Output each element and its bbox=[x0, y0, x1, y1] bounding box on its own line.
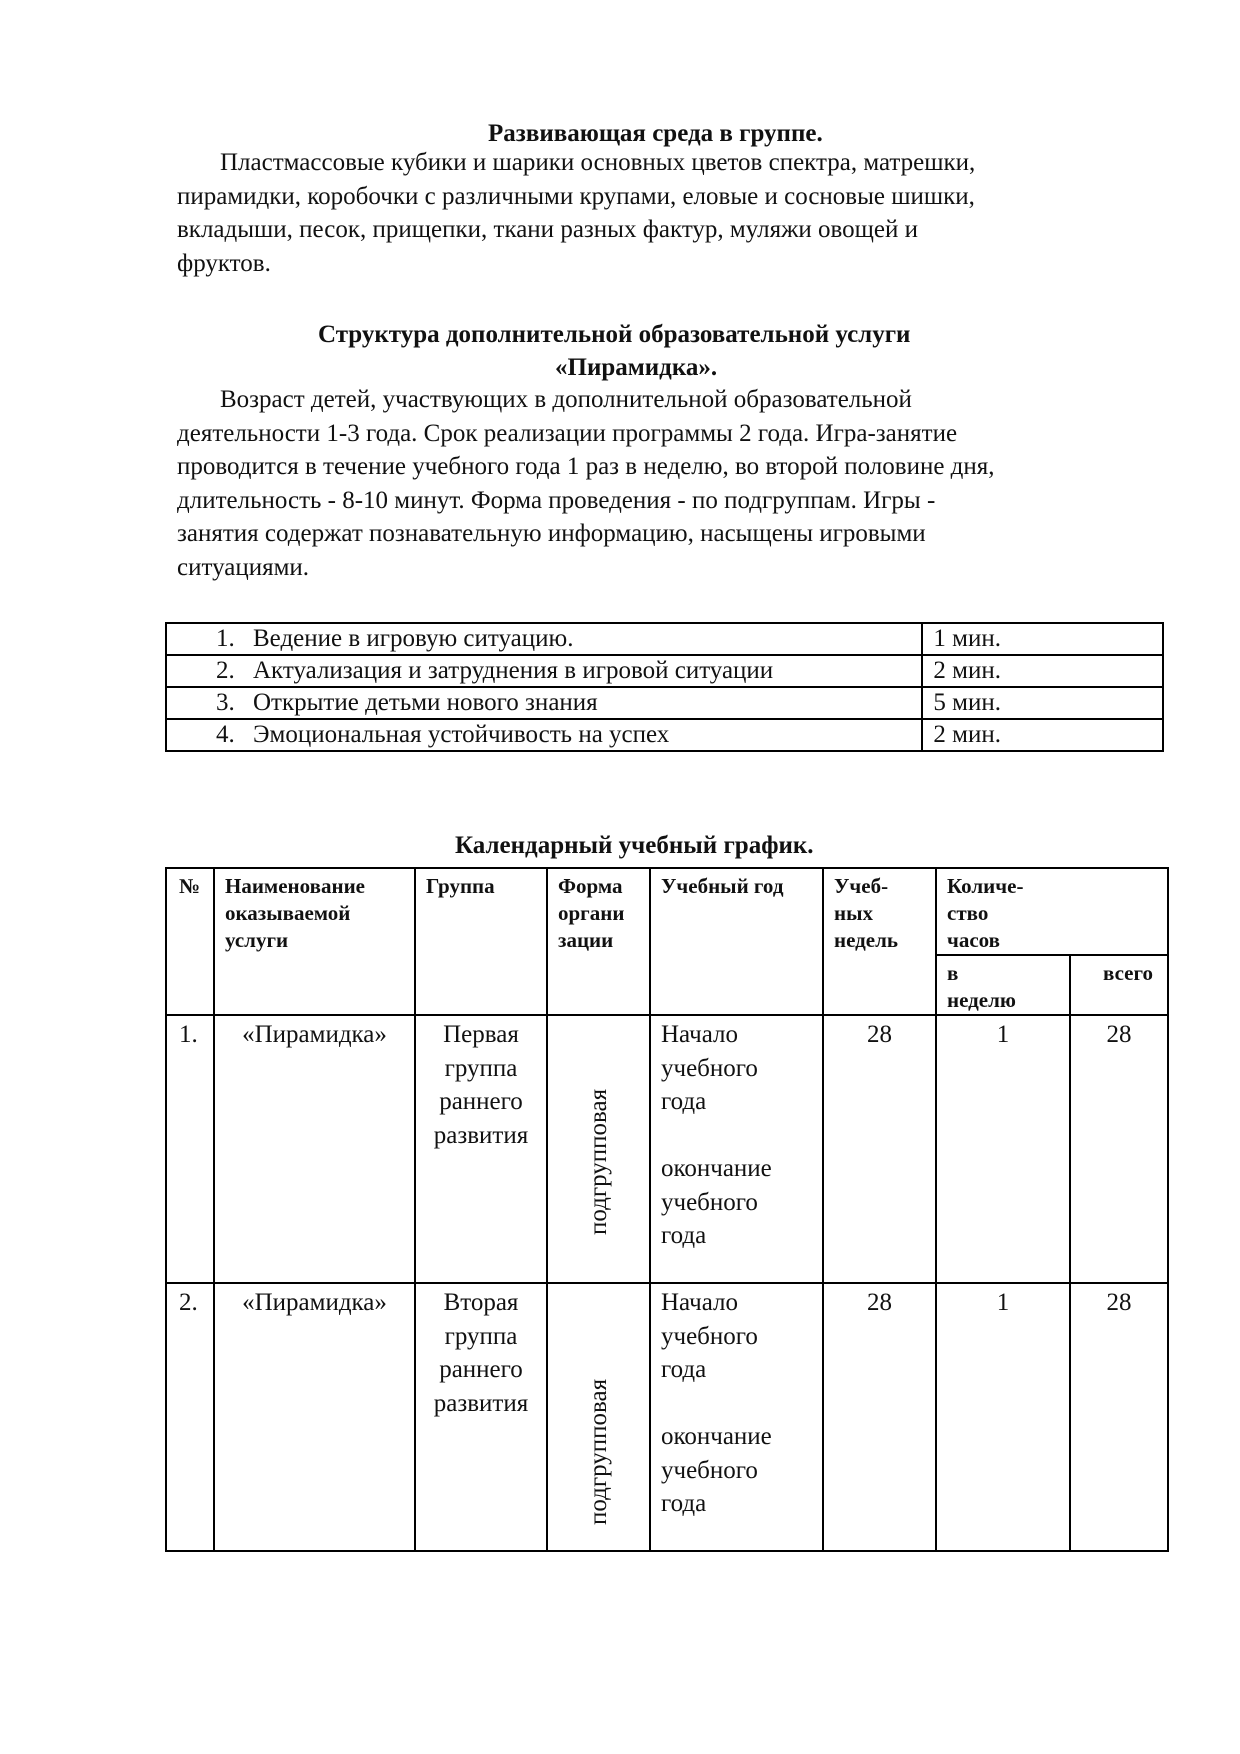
header-text: Количе- bbox=[947, 874, 1024, 898]
cell-text: Начало bbox=[661, 1021, 739, 1048]
paragraph-environment bbox=[177, 146, 1167, 280]
paragraph-structure bbox=[177, 383, 1167, 584]
hours-total bbox=[1070, 1015, 1168, 1283]
table-row bbox=[166, 719, 1163, 751]
cell-text: раннего bbox=[439, 1356, 523, 1383]
header-total: всего bbox=[1070, 955, 1168, 1015]
cell-text: 28 bbox=[1106, 1021, 1132, 1048]
cell-text: учебного bbox=[661, 1188, 758, 1216]
hours-total bbox=[1070, 1283, 1168, 1551]
cell-text: Вторая bbox=[443, 1289, 519, 1316]
header-hours bbox=[936, 868, 1168, 955]
cell-text: 28 bbox=[867, 1289, 892, 1316]
text-line: пирамидки, коробочки с различными крупами, еловые и сосновые шишки, bbox=[177, 182, 975, 210]
cell-text: года bbox=[661, 1356, 707, 1383]
cell-text: 1 bbox=[996, 1021, 1010, 1048]
header-group: Группа bbox=[415, 868, 547, 1015]
header-service bbox=[214, 868, 415, 1015]
step-number: 3. bbox=[216, 689, 235, 716]
text-line: ситуациями. bbox=[177, 553, 310, 581]
hours-per-week bbox=[936, 1283, 1070, 1551]
text-line: деятельности 1-3 года. Срок реализации программы 2 года. Игра-занятие bbox=[177, 419, 958, 447]
step-text: Эмоциональная устойчивость на успех bbox=[253, 721, 670, 748]
academic-year bbox=[650, 1015, 823, 1283]
step-number: 1. bbox=[216, 625, 235, 652]
duration-cell: 1 мин. bbox=[922, 623, 1163, 655]
service-name bbox=[214, 1283, 415, 1551]
header-text: неделю bbox=[947, 988, 1016, 1012]
cell-text: 28 bbox=[867, 1021, 892, 1048]
text-line: проводится в течение учебного года 1 раз в неделю, во второй половине дня, bbox=[177, 453, 995, 480]
cell-text: учебного bbox=[661, 1322, 758, 1350]
table-row bbox=[166, 687, 1163, 719]
cell-text: года bbox=[661, 1222, 707, 1249]
duration-cell: 5 мин. bbox=[922, 687, 1163, 719]
row-number bbox=[166, 1283, 214, 1551]
cell-text: группа bbox=[444, 1322, 518, 1350]
step-text: Ведение в игровую ситуацию. bbox=[253, 625, 574, 652]
text-line: фруктов. bbox=[177, 249, 271, 277]
text-line: Пластмассовые кубики и шарики основных цветов спектра, матрешки, bbox=[220, 149, 976, 176]
lesson-structure-table bbox=[165, 622, 1164, 752]
rotated-text: подгрупповая bbox=[584, 1088, 612, 1235]
text-line: вкладыши, песок, прищепки, ткани разных фактур, муляжи овощей и bbox=[177, 216, 919, 243]
group-name bbox=[415, 1283, 547, 1551]
header-text: Учеб- bbox=[834, 874, 889, 898]
cell-text: года bbox=[661, 1088, 707, 1115]
cell-text: раннего bbox=[439, 1088, 523, 1115]
header-form bbox=[547, 868, 650, 1015]
academic-year bbox=[650, 1283, 823, 1551]
step-cell bbox=[166, 687, 922, 719]
duration-cell: 2 мин. bbox=[922, 655, 1163, 687]
header-text: ных bbox=[834, 901, 873, 925]
cell-text: «Пирамидка» bbox=[242, 1289, 387, 1316]
header-text: недель bbox=[834, 928, 898, 952]
table-row bbox=[166, 655, 1163, 687]
text-line: занятия содержат познавательную информацию, насыщены игровыми bbox=[177, 520, 926, 547]
cell-text: года bbox=[661, 1490, 707, 1517]
step-text: Актуализация и затруднения в игровой ситуации bbox=[253, 657, 774, 684]
organization-form bbox=[547, 1283, 650, 1551]
header-per-week bbox=[936, 955, 1070, 1015]
duration-cell: 2 мин. bbox=[922, 719, 1163, 751]
section-title-environment: Развивающая среда в группе. bbox=[488, 120, 823, 147]
header-academic-year: Учебный год bbox=[650, 868, 823, 1015]
header-text: Наименование bbox=[225, 874, 365, 898]
cell-text: развития bbox=[433, 1389, 529, 1417]
cell-text: 1. bbox=[179, 1021, 198, 1048]
cell-text: Начало bbox=[661, 1289, 739, 1316]
step-cell bbox=[166, 719, 922, 751]
step-cell bbox=[166, 623, 922, 655]
weeks-count bbox=[823, 1283, 936, 1551]
section-title-structure: Структура дополнительной образовательной услуги bbox=[318, 321, 911, 348]
text-line: Возраст детей, участвующих в дополнительной образовательной bbox=[220, 386, 912, 413]
step-text: Открытие детьми нового знания bbox=[253, 689, 598, 716]
header-text: оказываемой bbox=[225, 901, 351, 925]
cell-text: 2. bbox=[179, 1289, 198, 1316]
header-weeks bbox=[823, 868, 936, 1015]
step-cell bbox=[166, 655, 922, 687]
cell-text: 1 bbox=[996, 1289, 1010, 1316]
cell-text: учебного bbox=[661, 1456, 758, 1484]
cell-text: Первая bbox=[443, 1021, 519, 1048]
cell-text: «Пирамидка» bbox=[242, 1021, 387, 1048]
header-number: № bbox=[166, 868, 214, 1015]
step-number: 2. bbox=[216, 657, 235, 684]
cell-text: учебного bbox=[661, 1054, 758, 1082]
cell-text: окончание bbox=[661, 1155, 772, 1182]
hours-per-week bbox=[936, 1015, 1070, 1283]
cell-text: развития bbox=[433, 1121, 529, 1149]
header-text: часов bbox=[947, 928, 1000, 952]
step-number: 4. bbox=[216, 721, 235, 748]
header-text: Форма bbox=[558, 874, 623, 898]
group-name bbox=[415, 1015, 547, 1283]
header-text: органи bbox=[558, 901, 625, 925]
cell-text: окончание bbox=[661, 1423, 772, 1450]
row-number bbox=[166, 1015, 214, 1283]
section-title-calendar: Календарный учебный график. bbox=[455, 832, 814, 859]
section-title-structure-name: «Пирамидка». bbox=[555, 354, 718, 381]
weeks-count bbox=[823, 1015, 936, 1283]
organization-form bbox=[547, 1015, 650, 1283]
header-text: в bbox=[947, 961, 959, 985]
calendar-schedule-table bbox=[165, 867, 1169, 1552]
rotated-text: подгрупповая bbox=[584, 1378, 612, 1525]
service-name bbox=[214, 1015, 415, 1283]
header-text: ство bbox=[947, 901, 989, 925]
table-row bbox=[166, 1283, 1168, 1551]
table-row bbox=[166, 623, 1163, 655]
cell-text: группа bbox=[444, 1054, 518, 1082]
text-line: длительность - 8-10 минут. Форма проведения - по подгруппам. Игры - bbox=[177, 486, 936, 514]
header-row bbox=[166, 868, 1168, 955]
cell-text: 28 bbox=[1106, 1289, 1132, 1316]
header-text: зации bbox=[558, 928, 614, 952]
header-text: услуги bbox=[225, 928, 289, 952]
table-row bbox=[166, 1015, 1168, 1283]
